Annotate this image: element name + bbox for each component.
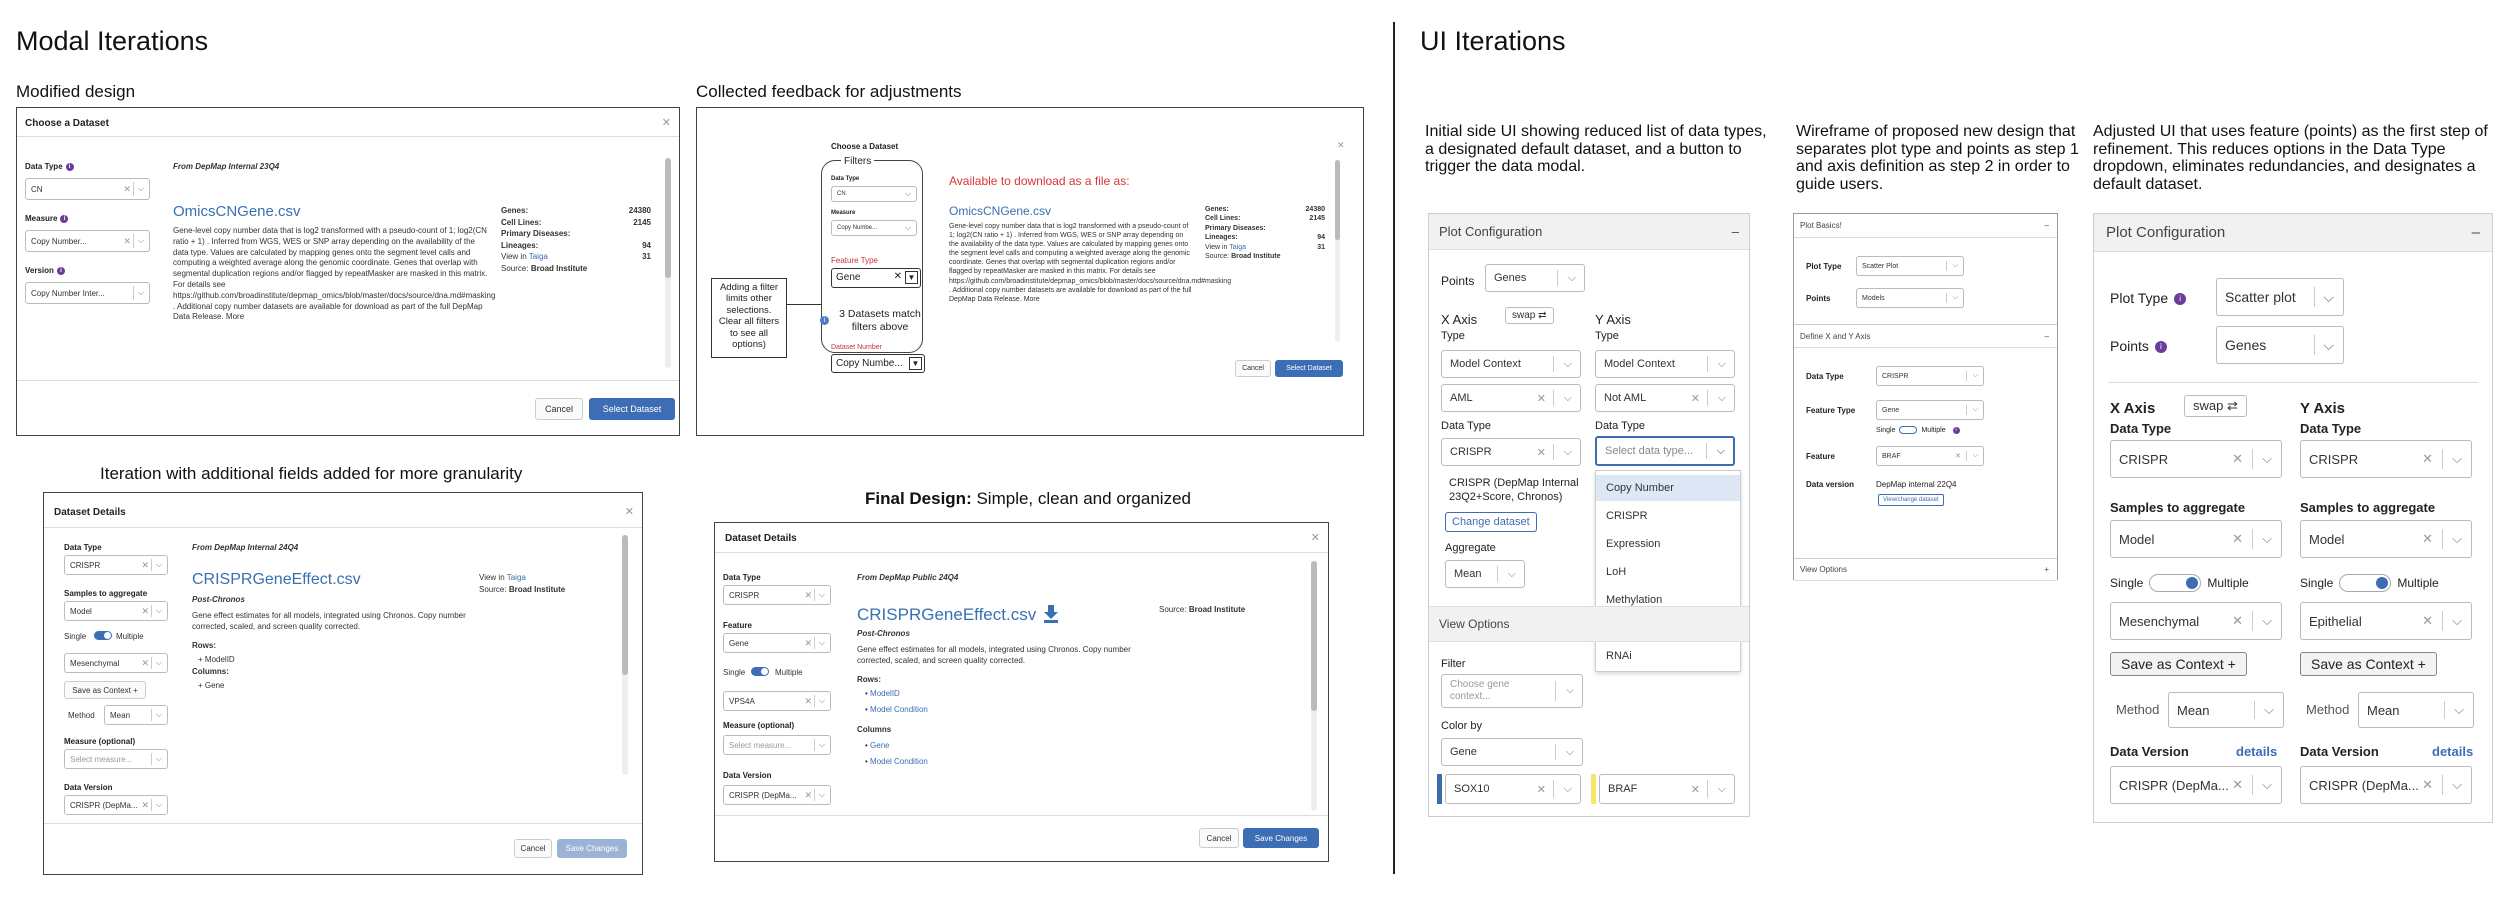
filters-label: Filters: [841, 156, 874, 167]
scrollbar[interactable]: [665, 158, 671, 368]
x-details-link[interactable]: details: [2236, 744, 2278, 759]
cancel-button[interactable]: Cancel: [1235, 360, 1271, 377]
view-options-header[interactable]: View Options +: [1794, 558, 2057, 581]
scrollbar[interactable]: [1311, 561, 1317, 811]
y-data-type-select[interactable]: Select data type... ⌵: [1595, 436, 1735, 466]
y-samples-select[interactable]: Model ✕ ⌵: [2300, 520, 2472, 558]
info-icon: i: [57, 267, 65, 275]
filter-select[interactable]: Choose gene context... ⌵: [1441, 674, 1583, 708]
define-axis-header[interactable]: Define X and Y Axis –: [1794, 324, 2057, 348]
modal-dataset-details-final: [714, 522, 1329, 862]
dropdown-option[interactable]: Copy Number: [1596, 475, 1740, 501]
genes-label: Genes:: [501, 206, 529, 215]
y-context-select[interactable]: Not AML ✕ ⌵: [1595, 384, 1735, 412]
x-data-type-label: Data Type: [1441, 420, 1491, 432]
view-change-dataset-button[interactable]: View/change dataset: [1878, 494, 1944, 506]
footer-divider: [44, 823, 642, 824]
dataset-number-label: Dataset Number: [831, 344, 882, 351]
clear-icon: ✕: [123, 235, 131, 246]
samples-label: Samples to aggregate: [64, 589, 148, 598]
x-method-label: Method: [2116, 702, 2160, 717]
post-chronos: Post-Chronos: [192, 595, 245, 604]
dataset-number-select[interactable]: Copy Numbe... ▼: [831, 354, 925, 373]
y-data-version-select[interactable]: CRISPR (DepMa... ✕ ⌵: [2300, 766, 2472, 804]
measure-select[interactable]: Copy Number... ✕ ⌵: [25, 230, 150, 252]
expand-icon: +: [2044, 565, 2049, 574]
info-icon: i: [2174, 293, 2186, 305]
feature-select[interactable]: BRAF ✕ ⌵: [1876, 446, 1984, 466]
measure-label: Measure i: [25, 214, 68, 223]
panel-header[interactable]: Plot Configuration –: [2094, 214, 2492, 252]
rows-label: Rows:: [857, 675, 881, 684]
collapse-icon: –: [2044, 221, 2049, 230]
ui-iterations-title: UI Iterations: [1420, 26, 1566, 56]
info-icon: i: [60, 215, 68, 223]
header-divider: [715, 552, 1328, 553]
caption-adjusted-ui: Adjusted UI that uses feature (points) as the first step of refinement. This reduces options in the Data Type dropdown, eliminates redundancies, and designates a default dataset.: [2093, 123, 2488, 193]
x-axis-label: X Axis: [2110, 400, 2156, 417]
filter-annotation: Adding a filter limits other selections. Clear all filters to see all options): [711, 278, 787, 358]
modal-title: Dataset Details: [725, 533, 797, 544]
caption-wireframe: Wireframe of proposed new design that separates plot type and points as step 1 and axis definition as step 2 in order to guide users.: [1796, 123, 2079, 193]
toggle-switch[interactable]: [1899, 426, 1917, 434]
modal-feedback-wireframe: [696, 107, 1364, 436]
chevron-down-icon: ⌵: [137, 288, 144, 297]
feature-label: Feature: [1806, 452, 1835, 461]
info-icon: i: [66, 163, 74, 171]
genes-value: 24380: [628, 206, 651, 215]
x-samples-label: Samples to aggregate: [2110, 500, 2246, 515]
chevron-down-icon: ⌵: [137, 184, 144, 193]
modal-title: Choose a Dataset: [831, 142, 899, 151]
y-axis-label: Y Axis: [1595, 312, 1631, 327]
y-axis-label: Y Axis: [2300, 400, 2346, 417]
swap-button[interactable]: swap ⇄: [2184, 395, 2247, 417]
color-by-select[interactable]: Gene ⌵: [1441, 738, 1583, 766]
y-type-label: Type: [1595, 330, 1619, 342]
save-changes-button[interactable]: Save Changes: [557, 839, 627, 858]
dropdown-option[interactable]: RNAi: [1606, 650, 1632, 662]
version-select[interactable]: Copy Number Inter... ⌵: [25, 282, 150, 304]
columns-label: Columns: [857, 725, 892, 734]
lineages-value: 94: [642, 240, 651, 250]
data-version-label: Data Version: [64, 783, 113, 792]
modal-dataset-details-v3: [43, 492, 643, 875]
color-swatch-1: [1437, 774, 1442, 804]
info-icon: i: [2155, 341, 2167, 353]
x-single-multiple: Single Multiple: [2110, 576, 2249, 590]
x-axis-label: X Axis: [1441, 312, 1478, 327]
context-select[interactable]: Mesenchymal ✕ ⌵: [64, 653, 168, 673]
taiga-link: Taiga: [1229, 243, 1247, 251]
x-method-select[interactable]: Mean ⌵: [2168, 692, 2284, 728]
rows-label: Rows:: [192, 641, 216, 650]
source-release: From DepMap Internal 23Q4: [173, 162, 280, 171]
x-data-version-select[interactable]: CRISPR (DepMa... ✕ ⌵: [2110, 766, 2282, 804]
y-data-type-select[interactable]: CRISPR ✕ ⌵: [2300, 440, 2472, 478]
points-label: Points: [1441, 274, 1475, 288]
x-data-type-select[interactable]: CRISPR ✕ ⌵: [2110, 440, 2282, 478]
x-context-select[interactable]: AML ✕ ⌵: [1441, 384, 1581, 412]
source-label: Source:: [501, 263, 529, 273]
source-line: Source: Broad Institute: [1159, 605, 1246, 614]
single-label: Single: [64, 632, 87, 641]
column-item: + Gene: [198, 681, 225, 690]
row-item: • Model Condition: [865, 705, 928, 714]
dataset-filename[interactable]: CRISPRGeneEffect.csv: [857, 603, 1061, 628]
plot-basics-header[interactable]: Plot Basics! –: [1794, 214, 2057, 238]
plot-type-select[interactable]: Scatter plot ⌵: [2216, 278, 2344, 316]
source-release: From DepMap Public 24Q4: [857, 573, 959, 582]
close-icon[interactable]: ✕: [1310, 532, 1320, 544]
dataset-text: CRISPR (DepMap Internal 23Q2+Score, Chronos): [1449, 477, 1579, 504]
row-item: + ModelID: [198, 655, 235, 664]
color-swatch-2: [1591, 774, 1596, 804]
feature-type-label: Feature Type: [1806, 406, 1856, 415]
feature-type-label: Feature Type: [831, 256, 878, 265]
modal-choose-dataset-v1: [16, 107, 680, 436]
measure-label: Measure (optional): [64, 737, 136, 746]
y-data-type-label: Data Type: [1595, 420, 1645, 432]
cell-lines-label: Cell Lines:: [501, 217, 542, 227]
measure-select[interactable]: Select measure... ⌵: [64, 749, 168, 769]
modal-iterations-title: Modal Iterations: [16, 26, 209, 56]
final-design-bold: Final Design:: [865, 489, 972, 508]
dropdown-option[interactable]: CRISPR: [1606, 510, 1648, 522]
y-context-select[interactable]: Epithelial ✕ ⌵: [2300, 602, 2472, 640]
y-samples-label: Samples to aggregate: [2300, 500, 2436, 515]
x-data-version-label: Data Version: [2110, 744, 2189, 759]
header-divider: [44, 527, 642, 528]
cancel-button[interactable]: Cancel: [1199, 828, 1239, 848]
data-type-label: Data Type i: [25, 162, 74, 171]
feature-label: Feature: [723, 621, 752, 630]
data-version-label: Data Version: [723, 771, 772, 780]
y-single-multiple: Single Multiple: [2300, 576, 2439, 590]
points-select[interactable]: Genes ⌵: [1485, 264, 1585, 292]
y-data-type-label: Data Type: [2300, 421, 2362, 436]
multiple-label: Multiple: [775, 668, 803, 677]
taiga-count: 31: [642, 252, 651, 262]
granularity-heading: Iteration with additional fields added for more granularity: [100, 464, 523, 483]
color-gene-1-select[interactable]: SOX10 ✕ ⌵: [1445, 774, 1581, 804]
save-context-button[interactable]: Save as Context +: [64, 681, 146, 699]
header-divider: [17, 136, 679, 137]
taiga-link[interactable]: Taiga: [528, 252, 548, 262]
dataset-stats: [501, 205, 651, 275]
data-version-label: Data version: [1806, 480, 1855, 489]
x-data-type-select[interactable]: CRISPR ✕ ⌵: [1441, 438, 1581, 466]
cell-lines-value: 2145: [633, 217, 651, 227]
single-multiple-toggle[interactable]: [94, 631, 112, 640]
dropdown-option[interactable]: Methylation: [1606, 594, 1663, 606]
color-by-label: Color by: [1441, 720, 1482, 732]
match-note: 3 Datasets match filters above: [839, 308, 921, 333]
save-changes-button[interactable]: Save Changes: [1243, 828, 1319, 848]
multiple-label: Multiple: [116, 632, 144, 641]
aggregate-select[interactable]: Mean ⌵: [1445, 560, 1525, 588]
x-save-context-button[interactable]: Save as Context +: [2110, 652, 2247, 676]
panel-header[interactable]: Plot Configuration –: [1429, 214, 1749, 250]
select-dataset-button[interactable]: Select Dataset: [589, 398, 675, 420]
plot-config-panel-adjusted: [2093, 213, 2493, 823]
feature-type-select[interactable]: Gene ✕ ▼: [831, 268, 921, 288]
collapse-icon: –: [2471, 224, 2480, 241]
dataset-description: Gene effect estimates for all models, integrated using Chronos. Copy number corrected, scaled, and screen quality corrected.: [857, 645, 1131, 665]
plot-config-wireframe: [1793, 213, 2058, 580]
gene-select[interactable]: VPS4A ✕ ⌵: [723, 691, 831, 711]
single-multiple-toggle[interactable]: [751, 667, 769, 676]
dataset-filename[interactable]: OmicsCNGene.csv: [173, 203, 301, 220]
data-type-select[interactable]: CRISPR ✕ ⌵: [64, 555, 168, 575]
feature-type-select[interactable]: Gene ⌵: [1876, 400, 1984, 420]
data-type-label: Data Type: [831, 176, 860, 182]
taiga-link[interactable]: Taiga: [506, 573, 526, 582]
x-data-type-label: Data Type: [2110, 421, 2172, 436]
feedback-heading: Collected feedback for adjustments: [696, 82, 962, 101]
dataset-filename[interactable]: OmicsCNGene.csv: [949, 204, 1052, 218]
y-details-link[interactable]: details: [2432, 744, 2474, 759]
caption-initial-ui: Initial side UI showing reduced list of data types, a designated default dataset, and a button to trigger the data modal.: [1425, 123, 1767, 176]
chevron-down-icon: ⌵: [137, 236, 144, 245]
section-divider: [2108, 382, 2478, 383]
measure-select[interactable]: Copy Numbe... ⌵: [831, 220, 917, 236]
data-version-value: DepMap internal 22Q4: [1876, 480, 1957, 489]
dataset-description: Gene-level copy number data that is log2 transformed with a pseudo-count of 1; log2(CN ratio + 1) . Inferred from WGS, WES or SNP array depending on the availability of the data type. Values are calculated by mapping genes onto the segment level calls and computing a weighted average along the genomic coordinate. Genes that overlap with segmental duplication regions and/or flagged by repeatMasker are masked in this matrix. For details see https://github.com/broadinstitute/depmap_omics/blob/master/docs/source/dna.md#masking . Additional copy number datasets are available for download as part of the full DepMap Data Release. More: [949, 223, 1232, 303]
dataset-description: Gene effect estimates for all models, integrated using Chronos. Copy number corrected, scaled, and screen quality corrected.: [192, 611, 466, 631]
post-chronos: Post-Chronos: [857, 629, 910, 638]
dropdown-option[interactable]: Expression: [1606, 538, 1661, 550]
points-label: Points i: [2110, 338, 2167, 354]
info-icon: i: [820, 316, 829, 325]
source-release: From DepMap Internal 24Q4: [192, 543, 299, 552]
scrollbar[interactable]: [622, 535, 628, 775]
toggle-switch[interactable]: [2149, 574, 2201, 592]
view-in-text: View in: [501, 252, 527, 262]
cancel-button[interactable]: Cancel: [514, 839, 552, 858]
y-method-label: Method: [2306, 702, 2350, 717]
measure-select[interactable]: Select measure... ⌵: [723, 735, 831, 755]
points-select[interactable]: Genes ⌵: [2216, 326, 2344, 364]
single-multiple-row: Single Multiple i: [1876, 426, 1960, 434]
measure-label: Measure: [831, 210, 856, 216]
points-select[interactable]: Models ⌵: [1856, 288, 1964, 308]
data-type-select[interactable]: CN ✕ ⌵: [25, 178, 150, 200]
close-icon[interactable]: ✕: [661, 117, 671, 129]
change-dataset-button[interactable]: Change dataset: [1445, 512, 1537, 532]
close-icon[interactable]: ✕: [1337, 140, 1345, 150]
color-gene-2-select[interactable]: BRAF ✕ ⌵: [1599, 774, 1735, 804]
source-line: Source: Broad Institute: [479, 585, 566, 594]
method-label: Method: [68, 711, 95, 720]
x-samples-select[interactable]: Model ✕ ⌵: [2110, 520, 2282, 558]
data-type-select[interactable]: CRISPR ✕ ⌵: [723, 585, 831, 605]
plot-type-label: Plot Type: [1806, 262, 1842, 271]
data-type-label: Data Type: [1806, 372, 1844, 381]
view-in-taiga: View in Taiga: [479, 573, 526, 582]
modified-design-heading: Modified design: [16, 82, 136, 101]
column-item: • Gene: [865, 741, 890, 750]
modal-title: Dataset Details: [54, 507, 126, 518]
modal-title: Choose a Dataset: [25, 118, 109, 129]
x-type-label: Type: [1441, 330, 1465, 342]
y-method-select[interactable]: Mean ⌵: [2358, 692, 2474, 728]
x-context-select[interactable]: Mesenchymal ✕ ⌵: [2110, 602, 2282, 640]
plot-type-select[interactable]: Scatter Plot ⌵: [1856, 256, 1964, 276]
data-version-select[interactable]: CRISPR (DepMa... ✕ ⌵: [64, 795, 168, 815]
y-data-version-label: Data Version: [2300, 744, 2379, 759]
data-type-label: Data Type: [64, 543, 102, 552]
points-label: Points: [1806, 294, 1831, 303]
view-options-header[interactable]: View Options: [1429, 606, 1749, 642]
column-item: • Model Condition: [865, 757, 928, 766]
data-type-select[interactable]: CN ⌵: [831, 186, 917, 202]
dataset-description: Gene-level copy number data that is log2 transformed with a pseudo-count of 1; log2(CN ratio + 1) . Inferred from WGS, WES or SNP array depending on the availability of the data type. Values are calculated by mapping genes onto the segment level calls and computing a weighted average along the genomic coordinate. Genes that overlap with segmental duplication regions and/or flagged by repeatMasker are masked in this matrix. For details see https://github.com/broadinstitute/depmap_omics/blob/master/docs/source/dna.md#masking . Additional copy number datasets are available for download as part of the full DepMap Data Release. More: [173, 226, 496, 322]
dataset-stats: Genes: 24380 Cell Lines: 2145 Primary Diseases: Lineages: 94 View in Taiga 31 Source: Broad Institute: [1205, 206, 1325, 261]
collapse-icon: –: [1731, 224, 1739, 239]
collapse-icon: –: [2044, 331, 2049, 341]
plot-config-panel-initial: [1428, 213, 1750, 817]
footer-divider: [715, 815, 1328, 816]
scrollbar[interactable]: [1335, 160, 1340, 342]
download-icon: [1041, 603, 1061, 628]
dropdown-option[interactable]: LoH: [1606, 566, 1627, 578]
x-type-select[interactable]: Model Context ⌵: [1441, 350, 1581, 378]
footer-divider: [17, 380, 679, 381]
available-download-note: Available to download as a file as:: [949, 174, 1130, 188]
annotation-connector: [787, 304, 821, 305]
data-version-select[interactable]: CRISPR (DepMa... ✕ ⌵: [723, 785, 831, 805]
cancel-button[interactable]: Cancel: [535, 398, 583, 420]
data-type-label: Data Type: [723, 573, 761, 582]
plot-type-label: Plot Type i: [2110, 290, 2186, 306]
samples-select[interactable]: Model ✕ ⌵: [64, 601, 168, 621]
data-type-select[interactable]: CRISPR ⌵: [1876, 366, 1984, 386]
section-divider: [1393, 22, 1395, 874]
row-item: • ModelID: [865, 689, 900, 698]
single-label: Single: [723, 668, 746, 677]
swap-button[interactable]: swap ⇄: [1505, 307, 1554, 324]
select-dataset-button[interactable]: Select Dataset: [1275, 360, 1343, 377]
primary-diseases-label: Primary Diseases:: [501, 229, 571, 239]
source-value: Broad Institute: [530, 263, 588, 273]
feature-select[interactable]: Gene ✕ ⌵: [723, 633, 831, 653]
clear-icon: ✕: [123, 183, 131, 194]
toggle-switch[interactable]: [2339, 574, 2391, 592]
final-design-rest: Simple, clean and organized: [971, 489, 1191, 508]
aggregate-label: Aggregate: [1445, 542, 1496, 554]
close-icon[interactable]: ✕: [624, 506, 634, 518]
filter-label: Filter: [1441, 658, 1466, 670]
info-icon: i: [1953, 427, 1960, 434]
measure-label: Measure (optional): [723, 721, 795, 730]
method-select[interactable]: Mean ⌵: [104, 705, 168, 725]
dataset-filename[interactable]: CRISPRGeneEffect.csv: [192, 571, 361, 588]
version-label: Version i: [25, 266, 65, 275]
lineages-label: Lineages:: [501, 240, 539, 250]
columns-label: Columns:: [192, 667, 229, 676]
y-type-select[interactable]: Model Context ⌵: [1595, 350, 1735, 378]
y-save-context-button[interactable]: Save as Context +: [2300, 652, 2437, 676]
final-design-heading: [865, 489, 1191, 509]
